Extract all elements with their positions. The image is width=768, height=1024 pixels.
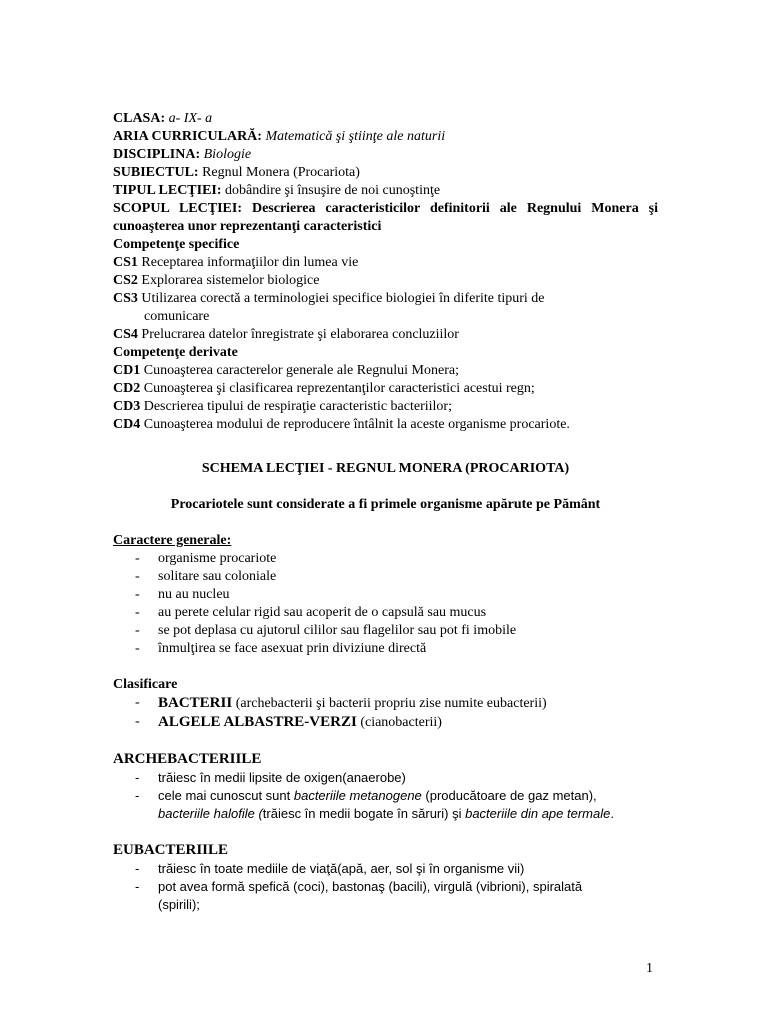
cd3-line xyxy=(113,398,658,416)
competente-specifice-heading-text: Competenţe specifice xyxy=(113,237,240,252)
cd1-text: Cunoaşterea caracterelor generale ale Regnului Monera; xyxy=(143,363,459,378)
arche-text-g: . xyxy=(610,806,614,821)
archebacteriile-heading xyxy=(113,750,658,769)
cs4-text: Prelucrarea datelor înregistrate şi elaborarea concluziilor xyxy=(141,327,459,342)
list-item: - nu au nucleu xyxy=(113,586,658,604)
eubacteriile-heading-text: EUBACTERIILE xyxy=(113,842,229,858)
competente-specifice-heading xyxy=(113,236,658,254)
aria-line xyxy=(113,128,658,146)
clasa-label: CLASA: xyxy=(113,111,166,126)
cd1-code: CD1 xyxy=(113,363,141,378)
bacterii-label: BACTERII xyxy=(158,695,233,711)
cs1-code: CS1 xyxy=(113,255,138,270)
disciplina-label: DISCIPLINA: xyxy=(113,147,201,162)
cd4-code: CD4 xyxy=(113,417,141,432)
list-item: - înmulţirea se face asexuat prin diviziune directă xyxy=(113,640,658,658)
caractere-generale-heading-text: Caractere generale: xyxy=(113,533,232,548)
list-item: - solitare sau coloniale xyxy=(113,568,658,586)
subiectul-value: Regnul Monera (Procariota) xyxy=(202,165,360,180)
disciplina-line xyxy=(113,146,658,164)
eubacteriile-item2-cont: (spirili); xyxy=(158,897,200,912)
list-item xyxy=(113,878,658,914)
aria-value: Matematică şi ştiinţe ale naturii xyxy=(265,129,446,144)
subiectul-label: SUBIECTUL: xyxy=(113,165,199,180)
schema-subtitle xyxy=(113,496,658,514)
clasa-value: a- IX- a xyxy=(168,111,213,126)
list-item: - trăiesc în toate mediile de viaţă(apă, aer, sol şi în organisme vii) xyxy=(113,860,658,878)
list-item: - se pot deplasa cu ajutorul cililor sau flagelilor sau pot fi imobile xyxy=(113,622,658,640)
tipul-label: TIPUL LECŢIEI: xyxy=(113,183,222,198)
list-item xyxy=(113,713,658,732)
arche-text-f: bacteriile din ape termale xyxy=(465,806,611,821)
cd3-code: CD3 xyxy=(113,399,141,414)
clasificare-list xyxy=(113,694,658,732)
tipul-value: dobândire şi însuşire de noi cunoştinţe xyxy=(225,183,441,198)
list-item: - trăiesc în medii lipsite de oxigen(anaerobe) xyxy=(113,769,658,787)
cs2-line xyxy=(113,272,658,290)
cd3-text: Descrierea tipului de respiraţie caracteristic bacteriilor; xyxy=(143,399,452,414)
cd4-line xyxy=(113,416,658,434)
eubacteriile-list xyxy=(113,860,658,914)
aria-label: ARIA CURRICULARĂ: xyxy=(113,129,262,144)
arche-text-e: trăiesc în medii bogate în săruri) şi xyxy=(262,806,466,821)
cs3-continuation xyxy=(113,308,658,326)
cs3-line xyxy=(113,290,658,308)
schema-title xyxy=(113,460,658,478)
cs2-text: Explorarea sistemelor biologice xyxy=(141,273,320,288)
archebacteriile-heading-text: ARCHEBACTERIILE xyxy=(113,751,262,767)
document-page xyxy=(113,110,658,914)
cd4-text: Cunoaşterea modului de reproducere întâlnit la aceste organisme procariote. xyxy=(143,417,570,432)
cd2-line xyxy=(113,380,658,398)
scopul-line xyxy=(113,200,658,236)
clasa-line xyxy=(113,110,658,128)
scopul-label: SCOPUL LECŢIEI: xyxy=(113,201,242,216)
eubacteriile-item2-text: pot avea formă spefică (coci), bastonaş (bacili), virgulă (vibrioni), spiralată xyxy=(158,879,583,894)
arche-text-c: (producătoare de gaz metan), xyxy=(421,788,597,803)
schema-title-text: SCHEMA LECŢIEI - REGNUL MONERA (PROCARIOTA) xyxy=(201,461,570,476)
arche-text-b: bacteriile metanogene xyxy=(293,788,422,803)
cs1-text: Receptarea informaţiilor din lumea vie xyxy=(141,255,359,270)
clasificare-heading xyxy=(113,676,658,694)
cs3-text: Utilizarea corectă a terminologiei specifice biologiei în diferite tipuri de xyxy=(141,291,545,306)
arche-text-a: cele mai cunoscut sunt xyxy=(158,788,294,803)
cs3-code: CS3 xyxy=(113,291,138,306)
cs2-code: CS2 xyxy=(113,273,138,288)
list-item xyxy=(113,694,658,713)
cs4-line xyxy=(113,326,658,344)
clasificare-heading-text: Clasificare xyxy=(113,677,178,692)
bacterii-desc: (archebacterii şi bacterii propriu zise numite eubacterii) xyxy=(232,696,547,711)
scopul-value: Descrierea caracteristicilor definitorii ale Regnului Monera şi cunoaşterea unor reprezentanţi caracteristici xyxy=(113,201,658,234)
cd2-text: Cunoaşterea şi clasificarea reprezentanţilor caracteristici acestui regn; xyxy=(143,381,535,396)
cd1-line xyxy=(113,362,658,380)
eubacteriile-heading xyxy=(113,841,658,860)
list-item xyxy=(113,787,658,823)
tipul-line xyxy=(113,182,658,200)
caractere-generale-list xyxy=(113,550,658,658)
algele-label: ALGELE ALBASTRE-VERZI xyxy=(158,714,357,730)
disciplina-value: Biologie xyxy=(203,147,252,162)
cd2-code: CD2 xyxy=(113,381,141,396)
schema-subtitle-text: Procariotele sunt considerate a fi primele organisme apărute pe Pământ xyxy=(170,497,601,512)
competente-derivate-heading xyxy=(113,344,658,362)
page-number: 1 xyxy=(646,961,653,976)
caractere-generale-heading xyxy=(113,532,658,550)
subiectul-line xyxy=(113,164,658,182)
cs3-continuation-text: comunicare xyxy=(144,309,210,324)
cs1-line xyxy=(113,254,658,272)
list-item: - au perete celular rigid sau acoperit de o capsulă sau mucus xyxy=(113,604,658,622)
cs4-code: CS4 xyxy=(113,327,138,342)
competente-derivate-heading-text: Competenţe derivate xyxy=(113,345,238,360)
list-item: - organisme procariote xyxy=(113,550,658,568)
archebacteriile-list xyxy=(113,769,658,823)
algele-desc: (cianobacterii) xyxy=(356,715,442,730)
arche-text-d: bacteriile halofile ( xyxy=(158,806,263,821)
